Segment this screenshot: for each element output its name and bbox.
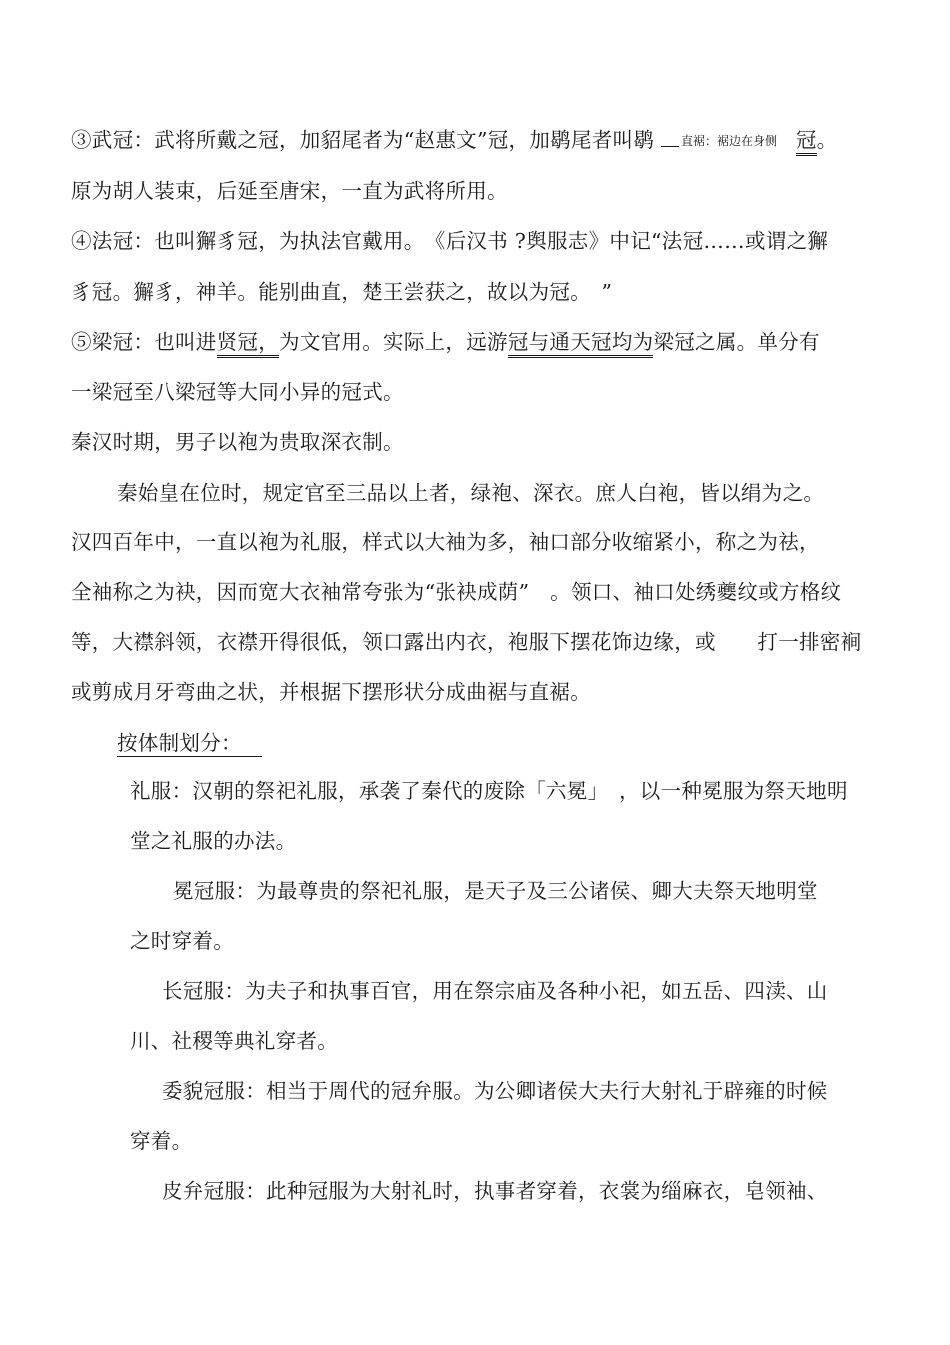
text-line: 之时穿着。 xyxy=(130,929,234,953)
text-line: 豸冠。獬豸，神羊。能别曲直，楚王尝获之，故以为冠。 ” xyxy=(71,280,613,304)
underlined-text: 按体制划分： xyxy=(117,731,262,757)
text-line: 穿着。 xyxy=(130,1129,193,1153)
underline-blank xyxy=(661,130,679,147)
text-line: 原为胡人装束，后延至唐宋，一直为武将所用。 xyxy=(71,179,508,203)
text-line: 委貌冠服：相当于周代的冠弁服。为公卿诸侯大夫行大射礼于辟雍的时候 xyxy=(162,1079,828,1103)
margin-note: 直裾：裾边在身侧 xyxy=(681,134,778,148)
underlined-text: 冠 xyxy=(796,128,817,156)
text-line: 皮弁冠服：此种冠服为大射礼时，执事者穿着，衣裳为缁麻衣，皂领袖、 xyxy=(162,1179,828,1203)
text-segment: 梁冠之属。单分有 xyxy=(653,330,820,354)
text-line: 冕冠服：为最尊贵的祭祀礼服，是天子及三公诸侯、卿大夫祭天地明堂 xyxy=(173,879,818,903)
text-line: 等，大襟斜领，衣襟开得很低，领口露出内衣，袍服下摆花饰边缘，或 打一排密裥 xyxy=(71,630,862,654)
underlined-text: 冠与通天冠均为 xyxy=(508,330,654,358)
text-line: 长冠服：为夫子和执事百官，用在祭宗庙及各种小祀，如五岳、四渎、山 xyxy=(162,979,828,1003)
text-line xyxy=(71,328,820,356)
text-line: 全袖称之为袂，因而宽大衣袖常夸张为“张袂成荫” 。领口、袖口处绣夔纹或方格纹 xyxy=(71,580,842,604)
text-line: 川、社稷等典礼穿者。 xyxy=(130,1029,338,1053)
text-segment: 为文官用。实际上，远游 xyxy=(279,330,508,354)
section-heading xyxy=(117,729,262,757)
text-line: 或剪成月牙弯曲之状，并根据下摆形状分成曲裾与直裾。 xyxy=(71,680,591,704)
text-line xyxy=(71,126,837,155)
text-line: 礼服：汉朝的祭祀礼服，承袭了秦代的废除「六冕」 ，以一种冕服为祭天地明 xyxy=(130,779,848,803)
text-line: 秦汉时期，男子以袍为贵取深衣制。 xyxy=(71,430,404,454)
text-line: 汉四百年中，一直以袍为礼服，样式以大袖为多，袖口部分收缩紧小，称之为祛， xyxy=(71,530,820,554)
text-segment: ③武冠：武将所戴之冠，加貂尾者为“赵惠文”冠，加鹖尾者叫鹖 xyxy=(71,128,655,152)
text-line: ④法冠：也叫獬豸冠，为执法官戴用。 《后汉书 ?舆服志》中记“法冠……或谓之獬 xyxy=(71,229,829,253)
text-segment: 。 xyxy=(816,128,838,152)
text-line: 秦始皇在位时，规定官至三品以上者，绿袍、深衣。庶人白袍，皆以绢为之。 xyxy=(117,481,825,505)
text-line: 堂之礼服的办法。 xyxy=(130,829,297,853)
text-line: 一梁冠至八梁冠等大同小异的冠式。 xyxy=(71,380,404,404)
text-segment: ⑤梁冠：也叫进 xyxy=(71,330,217,354)
underlined-text: 贤冠， xyxy=(217,330,279,358)
